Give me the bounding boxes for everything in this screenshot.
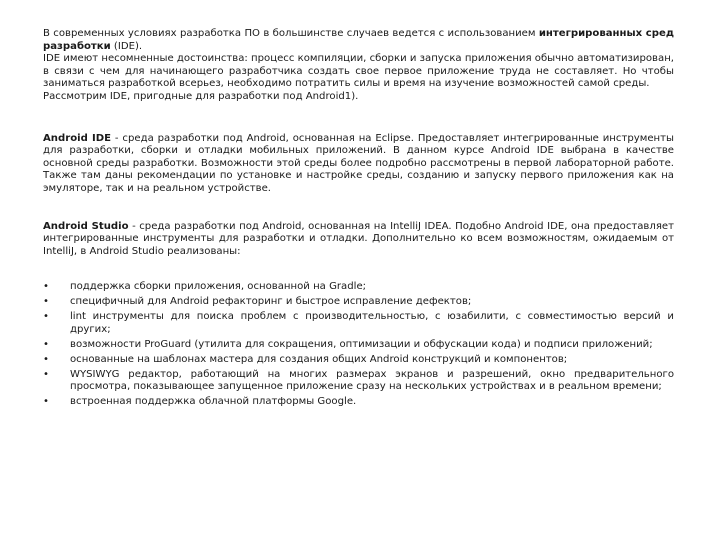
- list-item: • специфичный для Android рефакторинг и быстрое исправление дефектов;: [43, 296, 472, 308]
- android-ide-term: Android IDE: [43, 132, 112, 144]
- list-item: • lint инструменты для поиска проблем с производительностью, с юзабилити, с совместимостью версий и других;: [43, 311, 674, 335]
- bullet-icon: •: [43, 368, 49, 380]
- list-item: • WYSIWYG редактор, работающий на многих размерах экранов и разрешений, окно предварительного просмотра, показывающее запущенное приложение сразу на нескольких устройствах и в реальном времени;: [43, 368, 674, 393]
- android-studio-paragraph: Android Studio - среда разработки под Android, основанная на IntelliJ IDEA. Подобно Android IDE, она предоставляет интегрированные инструменты для разработки и отладки. Дополнительно ко всем возможностям, ожидаемым от IntelliJ, в Android Studio реализованы:: [43, 220, 674, 257]
- document-page: [43, 28, 674, 411]
- list-item: • основанные на шаблонах мастера для создания общих Android конструкций и компонентов;: [43, 353, 568, 365]
- bullet-icon: •: [43, 338, 49, 350]
- ide-advantages-paragraph: IDE имеют несомненные достоинства: процесс компиляции, сборки и запуска приложения обычно автоматизирован, в связи с чем для начинающего разработчика создать свое первое приложение труда не составляет. Но чтобы заниматься разработкой всерьез, необходимо потратить силы и время на изучение возможностей самой среды.: [43, 53, 674, 90]
- bullet-icon: •: [43, 311, 49, 323]
- intro-paragraph: В современных условиях разработка ПО в большинстве случаев ведется с использованием интегрированных сред разработки (IDE).: [43, 28, 674, 52]
- bullet-icon: •: [43, 396, 49, 408]
- bullet-icon: •: [43, 353, 49, 365]
- bullet-icon: •: [43, 281, 49, 293]
- ide-review-paragraph: Рассмотрим IDE, пригодные для разработки под Android1).: [43, 90, 359, 102]
- ide-term: интегрированных сред разработки: [43, 28, 674, 52]
- list-item: • встроенная поддержка облачной платформы Google.: [43, 396, 357, 408]
- android-studio-term: Android Studio: [43, 220, 129, 232]
- bullet-icon: •: [43, 296, 49, 308]
- android-ide-paragraph: Android IDE - среда разработки под Android, основанная на Eclipse. Предоставляет интегрированные инструменты для разработки, сборки и отладки мобильных приложений. В данном курсе Android IDE выбрана в качестве основной среды разработки. Возможности этой среды более подробно рассмотрены в первой лабораторной работе. Также там даны рекомендации по установке и настройке среды, созданию и запуску первого приложения как на эмуляторе, так и на реальном устройстве.: [43, 132, 674, 194]
- list-item: • возможности ProGuard (утилита для сокращения, оптимизации и обфускации кода) и подписи приложений;: [43, 338, 653, 350]
- features-list: [43, 281, 674, 409]
- list-item: • поддержка сборки приложения, основанной на Gradle;: [43, 281, 367, 293]
